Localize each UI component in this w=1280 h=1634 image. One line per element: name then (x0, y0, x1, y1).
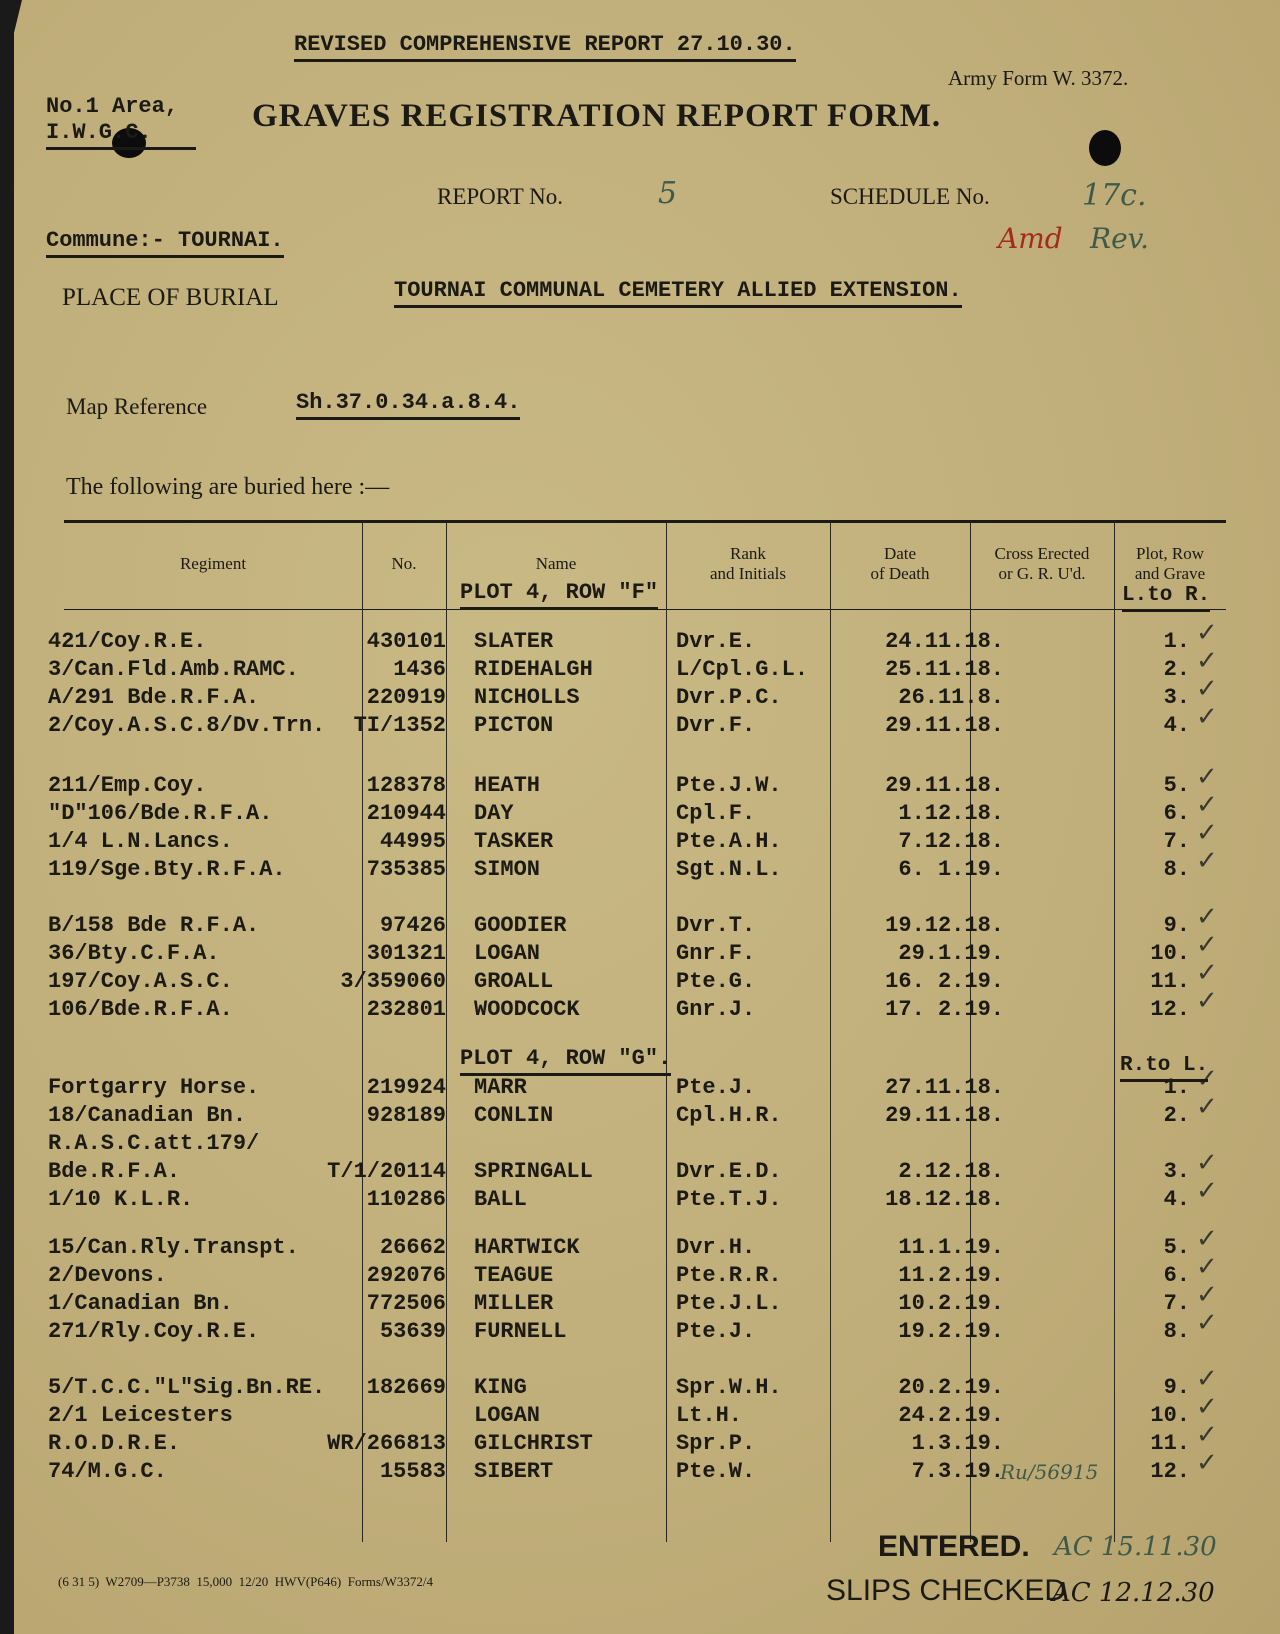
commune: Commune:- TOURNAI. (46, 228, 284, 258)
cell-name: GILCHRIST (474, 1431, 593, 1456)
cell-regiment: 36/Bty.C.F.A. (48, 941, 220, 966)
check-mark-icon: ✓ (1196, 1280, 1218, 1310)
cell-grave: 6. (1163, 801, 1190, 826)
cell-number: 928189 (366, 1103, 446, 1128)
cell-date: 25.11.18. (885, 657, 1004, 682)
cell-rank: Pte.J.L. (676, 1291, 782, 1316)
check-mark-icon: ✓ (1196, 790, 1218, 820)
cell-regiment: 3/Can.Fld.Amb.RAMC. (48, 657, 299, 682)
cell-rank: Dvr.E.D. (676, 1159, 782, 1184)
cell-date: 29.11.18. (885, 1103, 1004, 1128)
cell-grave: 3. (1163, 1159, 1190, 1184)
cell-rank: Dvr.H. (676, 1235, 756, 1260)
cell-date: 2.12.18. (898, 1159, 1004, 1184)
form-title: GRAVES REGISTRATION REPORT FORM. (252, 98, 942, 134)
cell-cross-note: Ru/56915 (1000, 1460, 1099, 1484)
cell-regiment-cont: Bde.R.F.A. (48, 1159, 181, 1184)
cell-date: 29.11.18. (885, 773, 1004, 798)
cell-date: 19.12.18. (885, 913, 1004, 938)
cell-name: HEATH (474, 773, 541, 798)
cell-date: 1.3.19. (911, 1431, 1004, 1456)
cell-regiment: 197/Coy.A.S.C. (48, 969, 233, 994)
table-top-rule (64, 520, 1226, 523)
cell-date: 29.11.18. (885, 713, 1004, 738)
cell-grave: 1. (1163, 629, 1190, 654)
cell-rank: Spr.P. (676, 1431, 756, 1456)
cell-number: WR/266813 (327, 1431, 446, 1456)
section-g-direction: R.to L. (1120, 1054, 1208, 1082)
cell-date: 6. 1.19. (898, 857, 1004, 882)
cell-number: 219924 (366, 1075, 446, 1100)
cell-rank: Cpl.H.R. (676, 1103, 782, 1128)
scan-corner (0, 0, 22, 90)
cell-number: 292076 (366, 1263, 446, 1288)
cell-number: 97426 (379, 913, 446, 938)
cell-regiment: 18/Canadian Bn. (48, 1103, 247, 1128)
check-mark-icon: ✓ (1196, 818, 1218, 848)
check-mark-icon: ✓ (1196, 618, 1218, 648)
report-number-label: REPORT No. (437, 184, 563, 209)
slips-checked-stamp: SLIPS CHECKED (826, 1574, 1067, 1607)
cell-number: 210944 (366, 801, 446, 826)
cell-rank: Pte.J. (676, 1319, 756, 1344)
area-line-2: I.W.G.C. (46, 120, 196, 150)
cell-grave: 11. (1150, 1431, 1190, 1456)
cell-regiment: B/158 Bde R.F.A. (48, 913, 260, 938)
cell-grave: 7. (1163, 829, 1190, 854)
cell-name: TEAGUE (474, 1263, 554, 1288)
col-header-regiment: Regiment (179, 554, 247, 573)
cell-grave: 5. (1163, 773, 1190, 798)
report-number-value: 5 (658, 176, 678, 211)
cell-name: GROALL (474, 969, 554, 994)
check-mark-icon: ✓ (1196, 1392, 1218, 1422)
check-mark-icon: ✓ (1196, 674, 1218, 704)
entered-stamp: ENTERED. (878, 1530, 1030, 1563)
col-header-cross-1: Cross Erected (994, 544, 1090, 563)
cell-rank: Spr.W.H. (676, 1375, 782, 1400)
slips-checked-initials-date: AC 12.12.30 (1052, 1578, 1215, 1608)
cell-number: T/1/20114 (327, 1159, 446, 1184)
cell-name: SPRINGALL (474, 1159, 593, 1184)
cell-rank: Cpl.F. (676, 801, 756, 826)
cell-grave: 5. (1163, 1235, 1190, 1260)
cell-number: 232801 (366, 997, 446, 1022)
cell-number: 15583 (379, 1459, 446, 1484)
cell-rank: Sgt.N.L. (676, 857, 782, 882)
cell-date: 11.1.19. (898, 1235, 1004, 1260)
cell-rank: Dvr.T. (676, 913, 756, 938)
col-header-name: Name (535, 554, 577, 573)
check-mark-icon: ✓ (1196, 1148, 1218, 1178)
cell-grave: 9. (1163, 1375, 1190, 1400)
cell-grave: 8. (1163, 857, 1190, 882)
cell-grave: 12. (1150, 1459, 1190, 1484)
cell-regiment: 211/Emp.Coy. (48, 773, 207, 798)
cell-regiment: 2/Devons. (48, 1263, 167, 1288)
amend-note-red: Amd (998, 222, 1063, 255)
cell-number: 772506 (366, 1291, 446, 1316)
cell-rank: Pte.R.R. (676, 1263, 782, 1288)
cell-regiment: 271/Rly.Coy.R.E. (48, 1319, 260, 1344)
col-header-cross-2: or G. R. U'd. (998, 564, 1086, 583)
cell-number: 44995 (379, 829, 446, 854)
cell-regiment: 2/1 Leicesters (48, 1403, 233, 1428)
cell-name: TASKER (474, 829, 554, 854)
cell-name: KING (474, 1375, 527, 1400)
cell-regiment: 5/T.C.C."L"Sig.Bn.RE. (48, 1375, 326, 1400)
cell-number: 53639 (379, 1319, 446, 1344)
cell-rank: Lt.H. (676, 1403, 743, 1428)
col-header-plot-1: Plot, Row (1135, 544, 1205, 563)
col-header-date-2: of Death (870, 564, 930, 583)
army-form-number: Army Form W. 3372. (948, 66, 1129, 90)
col-header-plot-2: and Grave (1134, 564, 1206, 583)
check-mark-icon: ✓ (1196, 762, 1218, 792)
schedule-number-value: 17c. (1082, 178, 1147, 213)
cell-rank: Pte.J.W. (676, 773, 782, 798)
col-divider-3 (666, 522, 667, 1542)
cell-date: 19.2.19. (898, 1319, 1004, 1344)
cell-rank: Dvr.E. (676, 629, 756, 654)
cell-date: 29.1.19. (898, 941, 1004, 966)
cell-number: 26662 (379, 1235, 446, 1260)
check-mark-icon: ✓ (1196, 646, 1218, 676)
check-mark-icon: ✓ (1196, 1252, 1218, 1282)
scan-edge (0, 0, 14, 1634)
cell-grave: 10. (1150, 1403, 1190, 1428)
cell-rank: Dvr.P.C. (676, 685, 782, 710)
cell-name: DAY (474, 801, 514, 826)
cell-regiment: A/291 Bde.R.F.A. (48, 685, 260, 710)
cell-name: NICHOLLS (474, 685, 580, 710)
col-divider-4 (830, 522, 831, 1542)
cell-date: 27.11.18. (885, 1075, 1004, 1100)
cell-rank: Pte.G. (676, 969, 756, 994)
cell-regiment: 1/10 K.L.R. (48, 1187, 194, 1212)
cell-regiment: 15/Can.Rly.Transpt. (48, 1235, 299, 1260)
check-mark-icon: ✓ (1196, 1448, 1218, 1478)
check-mark-icon: ✓ (1196, 1176, 1218, 1206)
buried-intro: The following are buried here :— (66, 474, 390, 500)
cell-regiment: 1/4 L.N.Lancs. (48, 829, 233, 854)
cell-name: CONLIN (474, 1103, 554, 1128)
cell-name: MARR (474, 1075, 527, 1100)
cell-date: 24.2.19. (898, 1403, 1004, 1428)
cell-number: 182669 (366, 1375, 446, 1400)
cell-rank: Dvr.F. (676, 713, 756, 738)
cell-name: PICTON (474, 713, 554, 738)
area-line-1: No.1 Area, (46, 94, 179, 119)
cell-grave: 9. (1163, 913, 1190, 938)
map-reference-label: Map Reference (66, 394, 208, 419)
cell-regiment: 2/Coy.A.S.C.8/Dv.Trn. (48, 713, 326, 738)
section-heading-row-g: PLOT 4, ROW "G". (460, 1046, 671, 1076)
cell-grave: 11. (1150, 969, 1190, 994)
cell-rank: Pte.W. (676, 1459, 756, 1484)
cell-grave: 6. (1163, 1263, 1190, 1288)
cell-regiment: R.O.D.R.E. (48, 1431, 181, 1456)
check-mark-icon: ✓ (1196, 702, 1218, 732)
cell-date: 7.12.18. (898, 829, 1004, 854)
cell-date: 1.12.18. (898, 801, 1004, 826)
cell-name: RIDEHALGH (474, 657, 593, 682)
check-mark-icon: ✓ (1196, 902, 1218, 932)
cell-date: 7.3.19. (911, 1459, 1004, 1484)
cell-rank: Gnr.F. (676, 941, 756, 966)
cell-rank: Pte.A.H. (676, 829, 782, 854)
cell-grave: 2. (1163, 657, 1190, 682)
cell-date: 18.12.18. (885, 1187, 1004, 1212)
cell-name: FURNELL (474, 1319, 567, 1344)
cell-regiment: 119/Sge.Bty.R.F.A. (48, 857, 286, 882)
col-divider-6 (1114, 522, 1115, 1542)
cell-rank: L/Cpl.G.L. (676, 657, 809, 682)
check-mark-icon: ✓ (1196, 1064, 1218, 1094)
check-mark-icon: ✓ (1196, 986, 1218, 1016)
cell-date: 26.11.8. (898, 685, 1004, 710)
cell-number: 430101 (366, 629, 446, 654)
check-mark-icon: ✓ (1196, 1364, 1218, 1394)
col-header-no: No. (391, 554, 417, 573)
col-header-date-1: Date (883, 544, 917, 563)
cell-regiment: R.A.S.C.att.179/ (48, 1131, 260, 1156)
place-of-burial-label: PLACE OF BURIAL (62, 284, 279, 311)
cell-rank: Gnr.J. (676, 997, 756, 1022)
check-mark-icon: ✓ (1196, 1092, 1218, 1122)
cell-number: 3/359060 (340, 969, 446, 994)
revised-report-title: REVISED COMPREHENSIVE REPORT 27.10.30. (294, 32, 796, 62)
cell-grave: 7. (1163, 1291, 1190, 1316)
cell-number: 1436 (393, 657, 446, 682)
cell-date: 24.11.18. (885, 629, 1004, 654)
check-mark-icon: ✓ (1196, 930, 1218, 960)
cell-name: BALL (474, 1187, 527, 1212)
cell-name: GOODIER (474, 913, 567, 938)
cell-grave: 8. (1163, 1319, 1190, 1344)
check-mark-icon: ✓ (1196, 846, 1218, 876)
cell-name: SIMON (474, 857, 541, 882)
cell-grave: 3. (1163, 685, 1190, 710)
cell-grave: 10. (1150, 941, 1190, 966)
cell-name: LOGAN (474, 941, 541, 966)
cell-date: 16. 2.19. (885, 969, 1004, 994)
check-mark-icon: ✓ (1196, 958, 1218, 988)
col-divider-1 (362, 522, 363, 1542)
cell-name: HARTWICK (474, 1235, 580, 1260)
place-of-burial-value: TOURNAI COMMUNAL CEMETERY ALLIED EXTENSION. (394, 278, 962, 308)
cell-name: SLATER (474, 629, 554, 654)
amend-note-green: Rev. (1090, 222, 1150, 255)
section-heading-row-f: PLOT 4, ROW "F" (460, 580, 658, 610)
cell-number: 301321 (366, 941, 446, 966)
check-mark-icon: ✓ (1196, 1420, 1218, 1450)
cell-grave: 4. (1163, 713, 1190, 738)
cell-date: 10.2.19. (898, 1291, 1004, 1316)
col-header-rank-1: Rank (730, 544, 766, 563)
cell-number: 110286 (366, 1187, 446, 1212)
cell-name: WOODCOCK (474, 997, 580, 1022)
cell-regiment: 421/Coy.R.E. (48, 629, 207, 654)
cell-name: SIBERT (474, 1459, 554, 1484)
cell-regiment: "D"106/Bde.R.F.A. (48, 801, 273, 826)
cell-grave: 4. (1163, 1187, 1190, 1212)
cell-date: 20.2.19. (898, 1375, 1004, 1400)
cell-regiment: Fortgarry Horse. (48, 1075, 260, 1100)
cell-name: MILLER (474, 1291, 554, 1316)
punch-hole-right (1089, 130, 1121, 166)
cell-number: 128378 (366, 773, 446, 798)
cell-grave: 1. (1163, 1075, 1190, 1100)
cell-number: 735385 (366, 857, 446, 882)
cell-regiment: 74/M.G.C. (48, 1459, 167, 1484)
col-header-rank-2: and Initials (709, 564, 786, 583)
print-code: (6 31 5) W2709—P3738 15,000 12/20 HWV(P646) Forms/W3372/4 (58, 1574, 433, 1589)
cell-date: 17. 2.19. (885, 997, 1004, 1022)
cell-rank: Pte.J. (676, 1075, 756, 1100)
cell-rank: Pte.T.J. (676, 1187, 782, 1212)
map-reference-value: Sh.37.0.34.a.8.4. (296, 390, 520, 420)
cell-number: 220919 (366, 685, 446, 710)
cell-grave: 12. (1150, 997, 1190, 1022)
cell-regiment: 1/Canadian Bn. (48, 1291, 233, 1316)
entered-initials-date: AC 15.11.30 (1054, 1532, 1217, 1562)
cell-regiment: 106/Bde.R.F.A. (48, 997, 233, 1022)
cell-date: 11.2.19. (898, 1263, 1004, 1288)
cell-number: TI/1352 (353, 713, 446, 738)
check-mark-icon: ✓ (1196, 1308, 1218, 1338)
cell-name: LOGAN (474, 1403, 541, 1428)
schedule-number-label: SCHEDULE No. (830, 184, 990, 209)
col-header-plot-direction: L.to R. (1122, 584, 1210, 612)
col-divider-2 (446, 522, 447, 1542)
cell-grave: 2. (1163, 1103, 1190, 1128)
check-mark-icon: ✓ (1196, 1224, 1218, 1254)
